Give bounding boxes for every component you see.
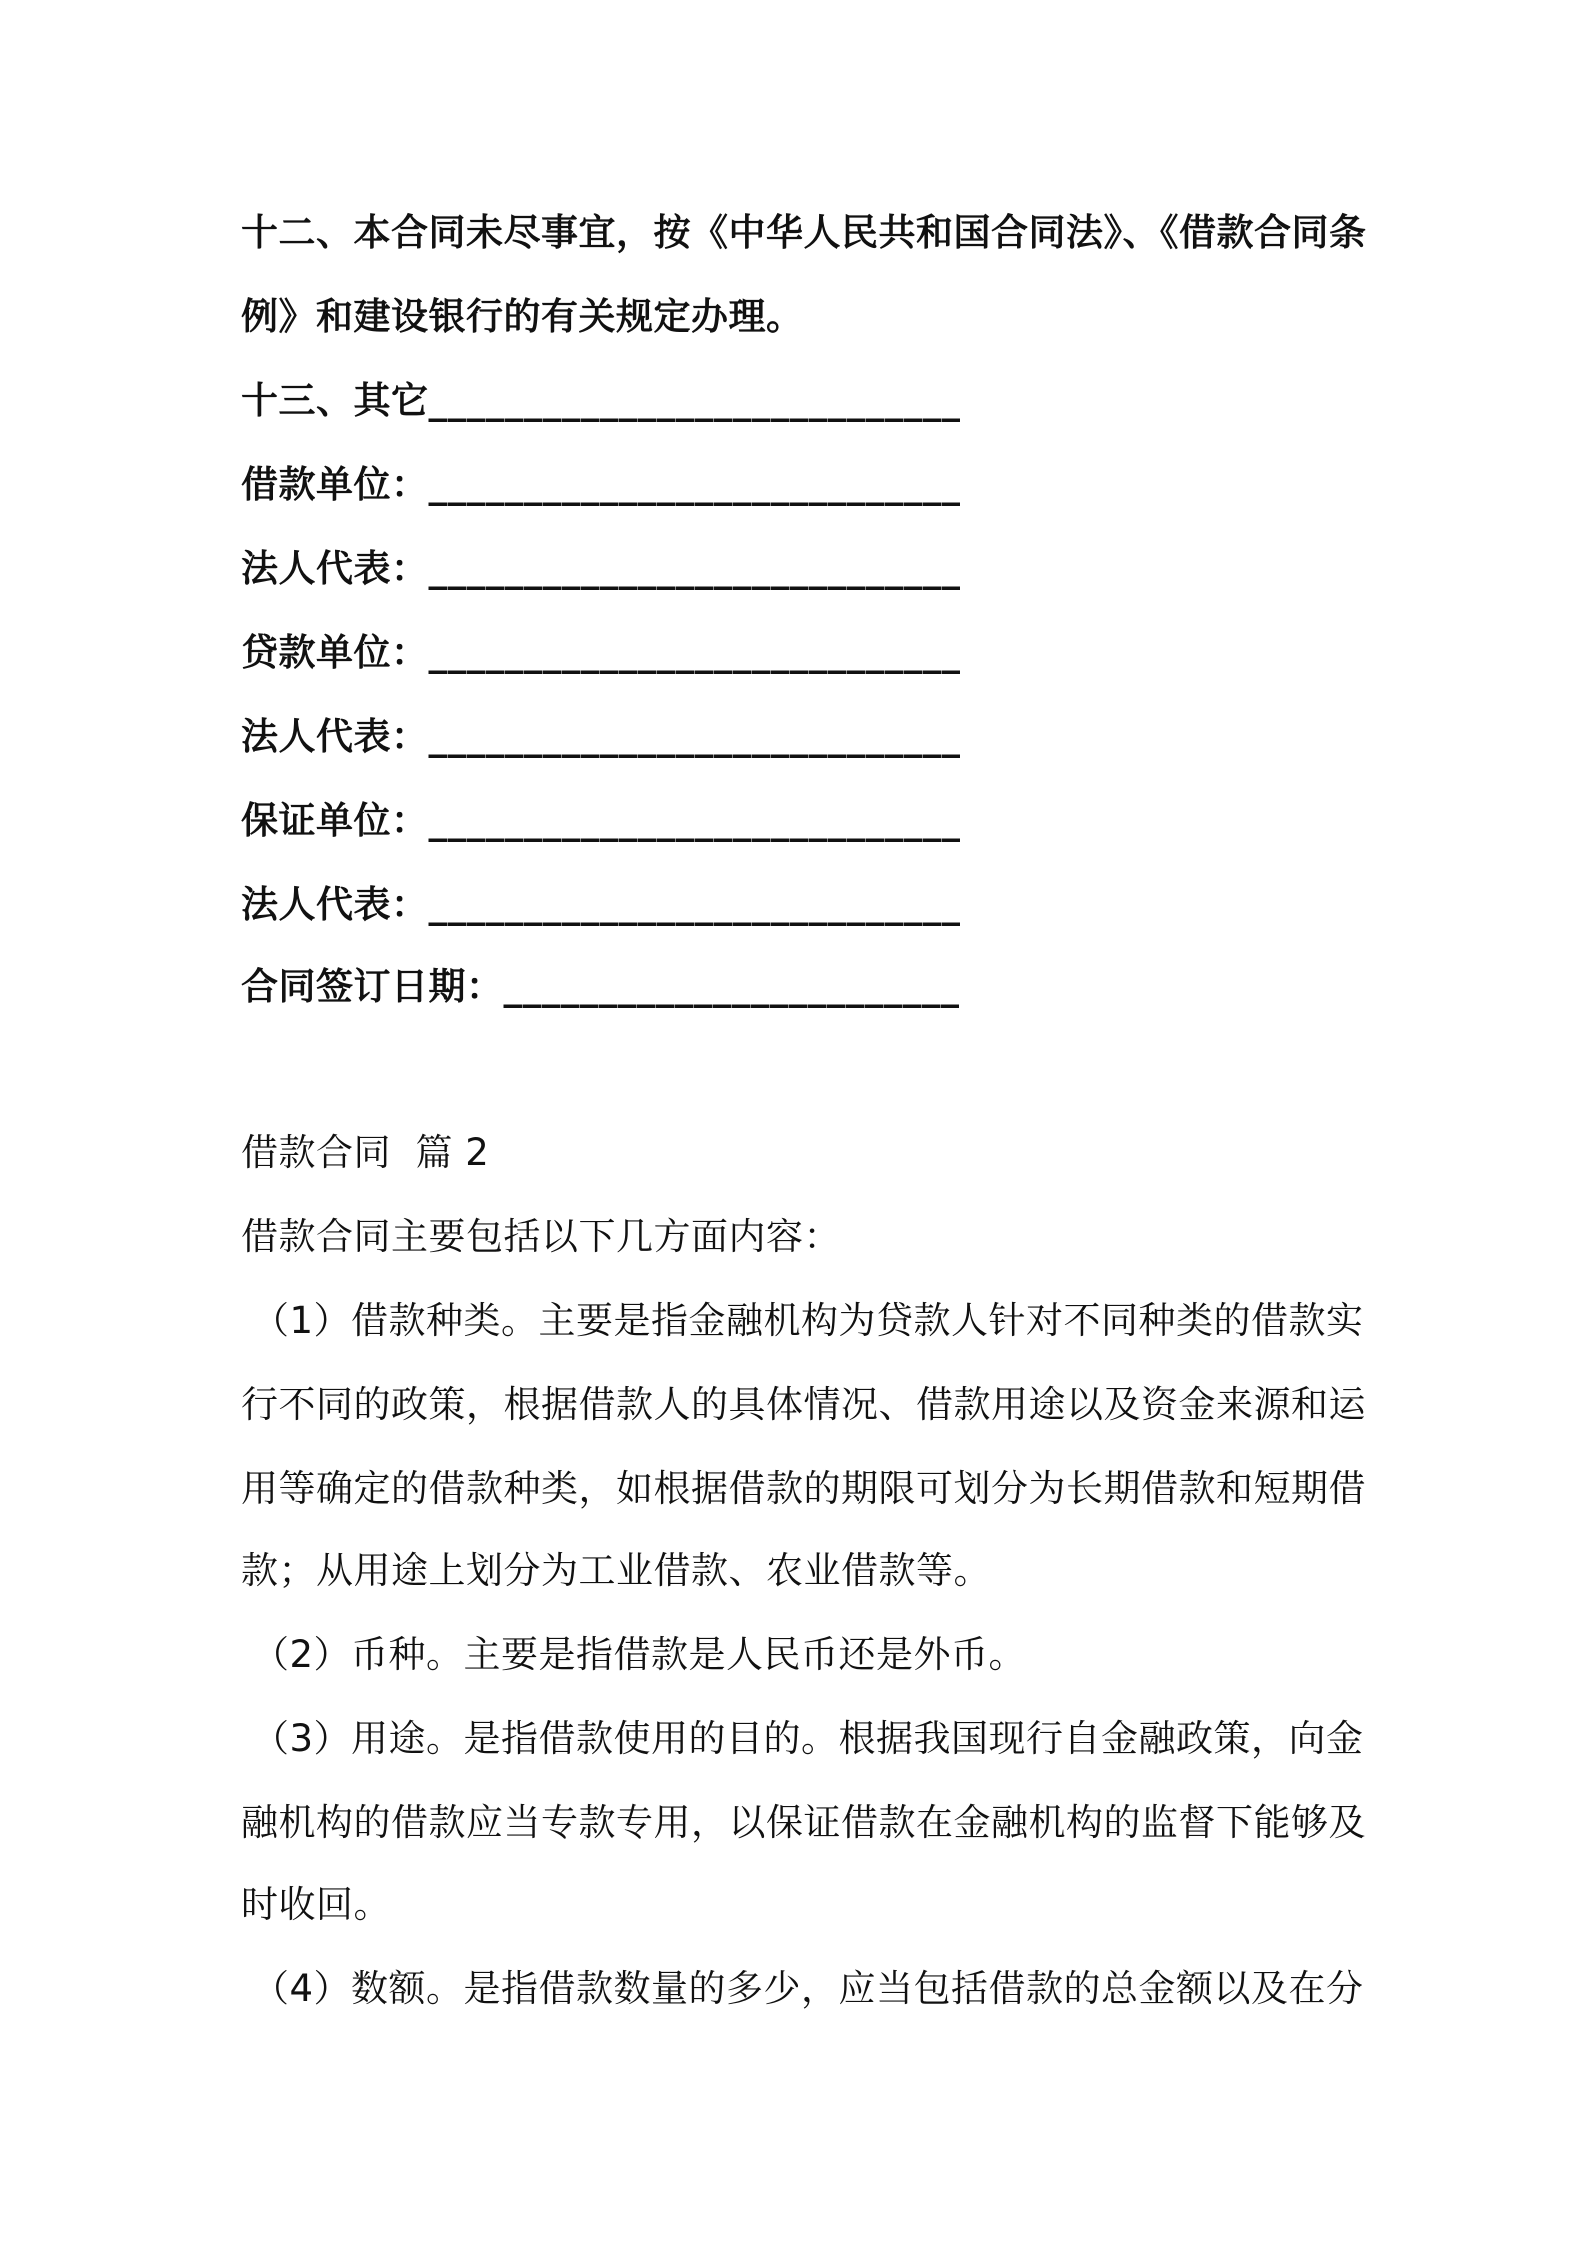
lender-legal-rep-field: 法人代表：____________________________ (241, 715, 961, 758)
item-1-line-1: （1）借款种类。主要是指金融机构为贷款人针对不同种类的借款实 (252, 1299, 1364, 1342)
borrower-unit-field: 借款单位：____________________________ (241, 463, 961, 506)
item-1-line-3: 用等确定的借款种类，如根据借款的期限可划分为长期借款和短期借 (241, 1467, 1366, 1510)
lender-unit-field: 贷款单位：____________________________ (241, 631, 961, 674)
section-title: 借款合同 篇 2 (241, 1131, 490, 1174)
item-3-line-1: （3）用途。是指借款使用的目的。根据我国现行自金融政策，向金 (252, 1717, 1364, 1760)
intro-paragraph: 借款合同主要包括以下几方面内容： (241, 1215, 841, 1258)
item-2: （2）币种。主要是指借款是人民币还是外币。 (252, 1633, 1027, 1676)
clause-12-line-1: 十二、本合同未尽事宜，按《中华人民共和国合同法》、《借款合同条 (241, 211, 1367, 254)
clause-12-line-2: 例》和建设银行的有关规定办理。 (241, 295, 804, 338)
guarantor-unit-field: 保证单位：____________________________ (241, 799, 961, 842)
item-4-line-1: （4）数额。是指借款数量的多少，应当包括借款的总金额以及在分 (252, 1967, 1364, 2010)
item-1-line-4: 款；从用途上划分为工业借款、农业借款等。 (241, 1549, 991, 1592)
item-3-line-3: 时收回。 (241, 1883, 391, 1926)
item-3-line-2: 融机构的借款应当专款专用，以保证借款在金融机构的监督下能够及 (241, 1801, 1366, 1844)
borrower-legal-rep-field: 法人代表：____________________________ (241, 547, 961, 590)
clause-13: 十三、其它____________________________ (241, 379, 961, 422)
item-1-line-2: 行不同的政策，根据借款人的具体情况、借款用途以及资金来源和运 (241, 1383, 1366, 1426)
guarantor-legal-rep-field: 法人代表：____________________________ (241, 883, 961, 926)
signing-date-field: 合同签订日期：________________________ (241, 965, 960, 1008)
